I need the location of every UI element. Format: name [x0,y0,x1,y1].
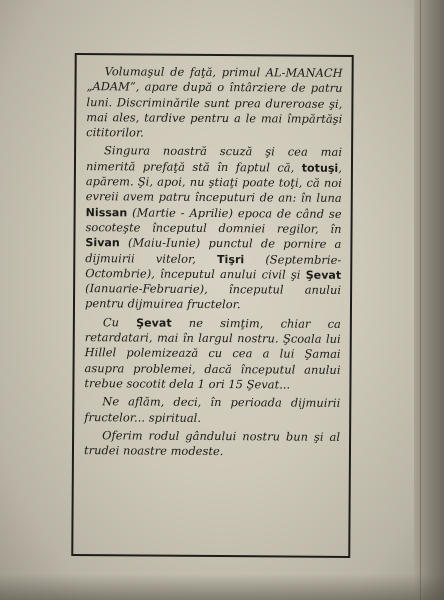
text-segment: ne simţim, chiar ca retardatari, mai în largul nostru. Şcoala lui Hillel polemizează cu cea a lui Şamai asupra problemei, dacă începutul anului trebue socotit dela 1 ori 15 Şevat... [84,315,341,392]
text-segment: Ne aflăm, deci, în perioada dijmuirii fructelor... spiritual. [84,394,341,425]
bold-term: Şevat [136,316,172,330]
text-segment: Volumaşul de faţă, primul AL-MANACH „ADAM”, apare după o întârziere de patru luni. Discriminările sunt prea dureroase şi, mai ales, tardive pentru a le mai împărtăşi cititorilor. [86,64,343,140]
bold-term: Şevat [305,268,342,282]
page-edge [414,0,444,600]
text-segment: Singura noastră scuză şi cea mai nimerită prefaţă stă în faptul că, [85,143,343,175]
paragraph [84,315,341,393]
paragraph [85,144,342,314]
text-segment: (Ianuarie-Februarie), începutul anului pentru dijmuirea fructelor. [84,281,342,312]
foreword-text [84,64,343,460]
paragraph [84,394,340,426]
text-segment: Cu [102,314,137,330]
text-segment: (Septembrie-Octombrie), începutul anului civil şi [85,251,342,282]
paragraph [84,428,340,460]
bold-term: Tişri [216,252,245,266]
text-segment: Oferim rodul gândului nostru bun şi al trudei noastre modeste. [83,428,341,459]
bold-term: Sivan [85,236,120,250]
text-box-border [71,53,354,558]
paragraph [86,64,343,142]
bold-term: totuşi [301,161,339,175]
text-segment: (Maiu-Iunie) punctul de pornire a dijmuirii vitelor, [85,235,342,266]
text-segment: (Martie - Aprilie) epoca de când se socoteşte începutul domniei regilor, în [85,205,342,236]
bold-term: Nissan [85,205,128,220]
text-segment: , apărem. Şi, apoi, nu ştiaţi poate toţi, că noi evreii avem patru începuturi de an: în luna [85,160,343,206]
bottom-shadow [0,574,444,600]
